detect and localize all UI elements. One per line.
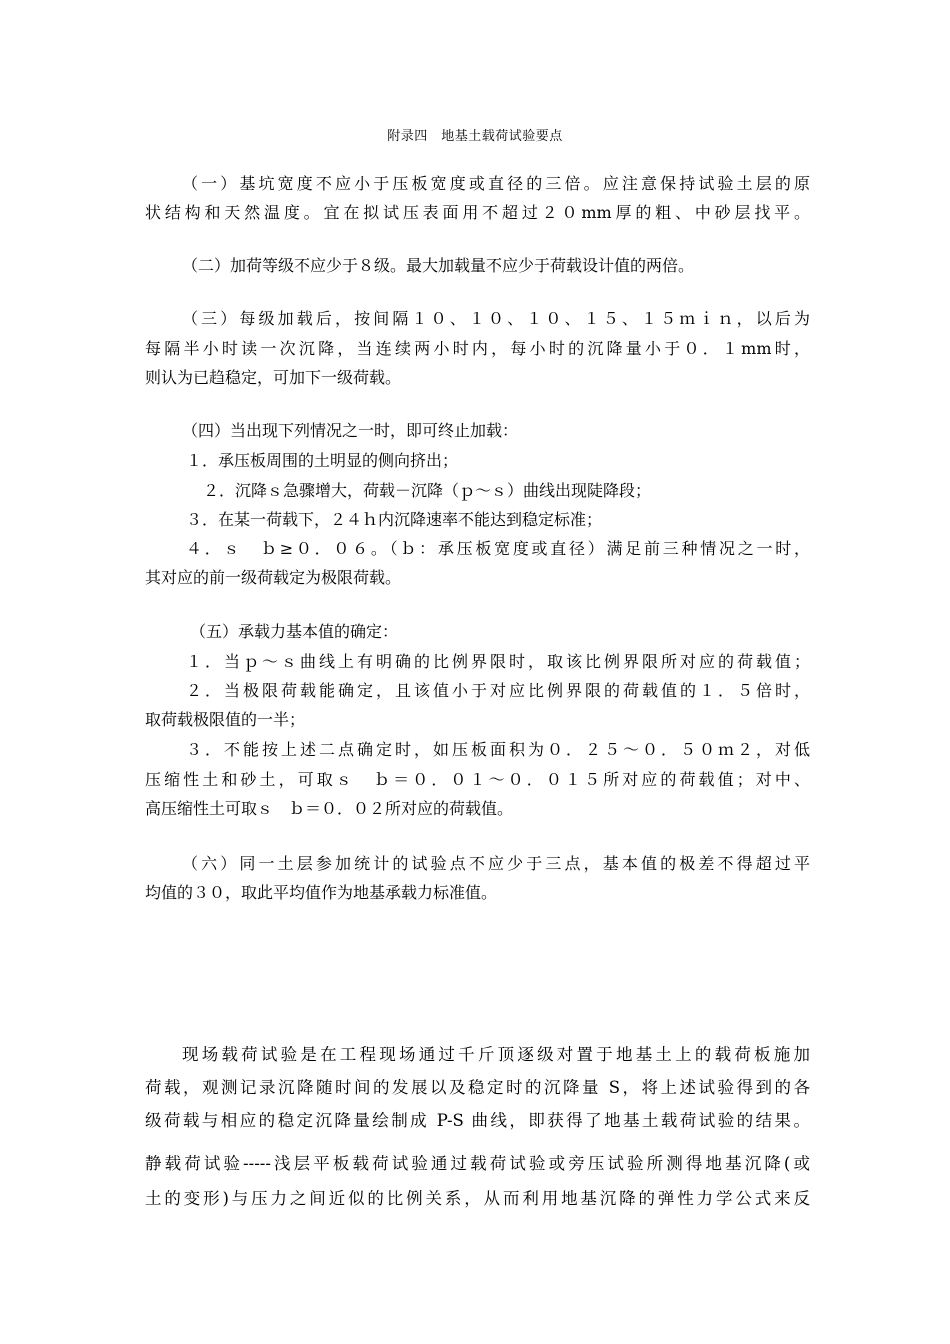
- section-6-line-1: （六）同一土层参加统计的试验点不应少于三点，基本值的极差不得超过平: [182, 854, 810, 873]
- paragraph-2-line-3: 级荷载与相应的稳定沉降量绘制成 P-S 曲线，即获得了地基土载荷试验的结果。: [145, 1111, 810, 1130]
- section-4-item-1: １．承压板周围的土明显的侧向挤出；: [186, 451, 459, 470]
- section-3-line-1: （三）每级加载后，按间隔１０、１０、１０、１５、１５ｍｉｎ，以后为: [182, 309, 810, 328]
- section-1-line-2: 状结构和天然温度。宜在拟试压表面用不超过２０mm厚的粗、中砂层找平。: [145, 203, 810, 222]
- section-3-line-3: 则认为已趋稳定，可加下一级荷载。: [145, 368, 402, 387]
- section-4-item-4-line-2: 其对应的前一级荷载定为极限荷载。: [145, 568, 402, 587]
- section-5-item-3-line-2: 压缩性土和砂土，可取ｓ ｂ＝０．０１～０．０１５所对应的荷载值；对中、: [145, 770, 810, 789]
- document-title: 附录四 地基土载荷试验要点: [387, 129, 563, 144]
- section-4-item-3: ３．在某一荷载下，２４ｈ内沉降速率不能达到稳定标准；: [186, 510, 603, 529]
- paragraph-2-line-5: 土的变形)与压力之间近似的比例关系，从而利用地基沉降的弹性力学公式来反: [145, 1189, 810, 1208]
- section-4-item-2: ２．沉降ｓ急骤增大，荷载－沉降（ｐ～ｓ）曲线出现陡降段；: [203, 481, 652, 500]
- section-4-heading: （四）当出现下列情况之一时，即可终止加载：: [182, 421, 519, 440]
- section-3-line-2: 每隔半小时读一次沉降，当连续两小时内，每小时的沉降量小于０．１mm时，: [145, 339, 810, 358]
- section-2-line-1: （二）加荷等级不应少于８级。最大加载量不应少于荷载设计值的两倍。: [182, 256, 695, 275]
- section-1-line-1: （一）基坑宽度不应小于压板宽度或直径的三倍。应注意保持试验土层的原: [182, 174, 810, 193]
- section-4-item-4-line-1: ４．ｓ ｂ≥０．０６。（ｂ：承压板宽度或直径）满足前三种情况之一时，: [186, 539, 810, 558]
- paragraph-2-line-4: 静载荷试验-----浅层平板载荷试验通过载荷试验或旁压试验所测得地基沉降(或: [145, 1154, 810, 1173]
- section-5-heading: （五）承载力基本值的确定：: [190, 622, 399, 641]
- section-5-item-2-line-2: 取荷载极限值的一半；: [145, 710, 306, 729]
- paragraph-2-line-2: 荷载，观测记录沉降随时间的发展以及稳定时的沉降量 S，将上述试验得到的各: [145, 1078, 810, 1097]
- section-5-item-2-line-1: ２．当极限荷载能确定，且该值小于对应比例界限的荷载值的１．５倍时，: [186, 681, 810, 700]
- section-6-line-2: 均值的３０，取此平均值作为地基承载力标准值。: [145, 883, 498, 902]
- section-5-item-1: １．当ｐ～ｓ曲线上有明确的比例界限时，取该比例界限所对应的荷载值；: [186, 652, 810, 671]
- paragraph-2-line-1: 现场载荷试验是在工程现场通过千斤顶逐级对置于地基土上的载荷板施加: [182, 1045, 810, 1064]
- section-5-item-3-line-3: 高压缩性土可取ｓ ｂ＝０．０２所对应的荷载值。: [145, 799, 514, 818]
- section-5-item-3-line-1: ３．不能按上述二点确定时，如压板面积为０．２５～０．５０ｍ２，对低: [186, 740, 810, 759]
